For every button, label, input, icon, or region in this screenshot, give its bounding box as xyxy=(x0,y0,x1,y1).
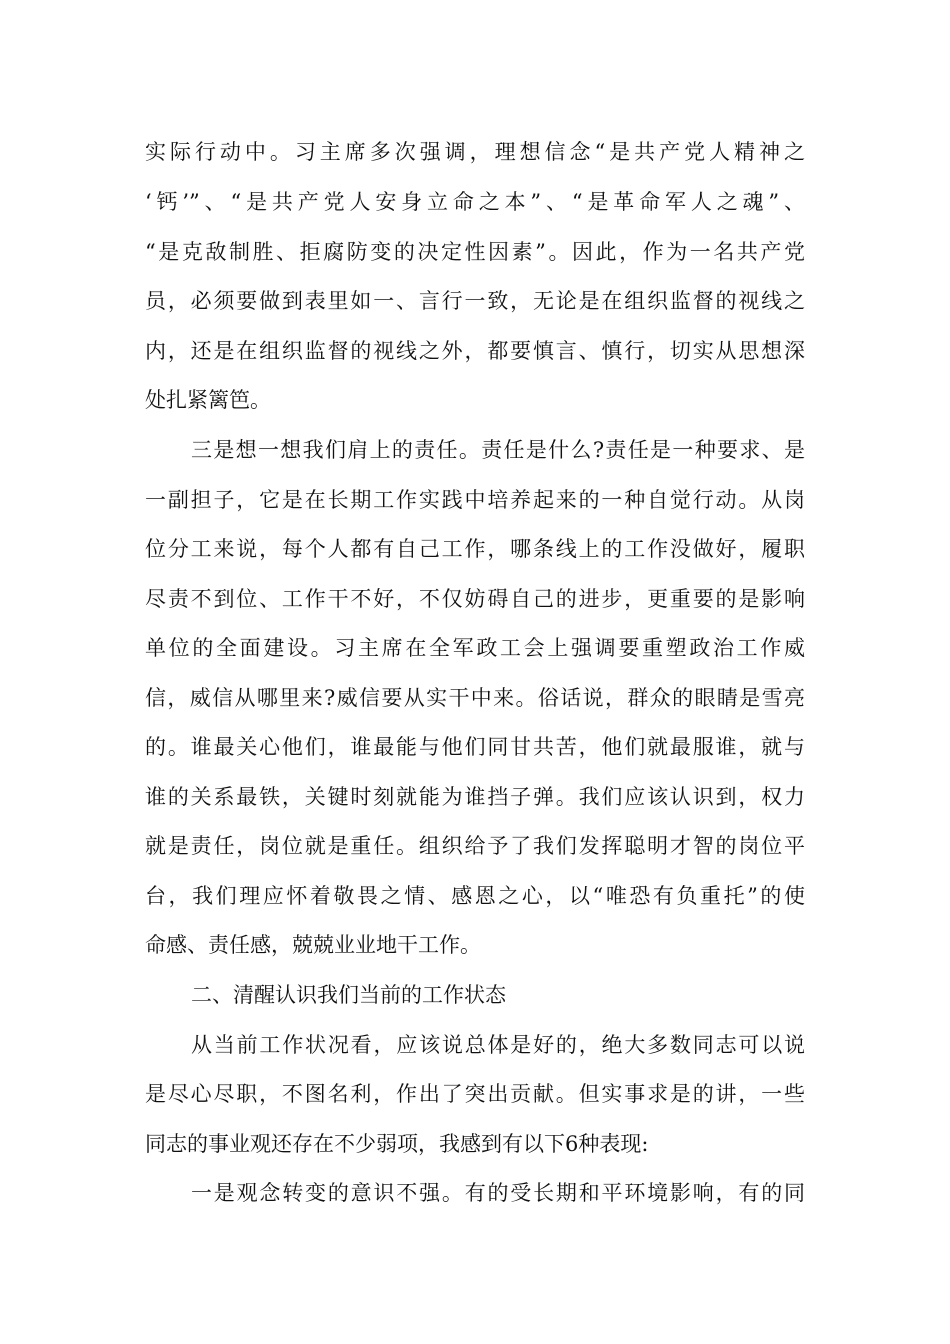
paragraph-start-line: 从当前工作状况看，应该说总体是好的，绝大多数同志可以说 xyxy=(191,1033,805,1057)
text-line: 的。谁最关心他们，谁最能与他们同甘共苦，他们就最服谁，就与 xyxy=(145,735,805,759)
text-line: 单位的全面建设。习主席在全军政工会上强调要重塑政治工作威 xyxy=(145,636,805,660)
text-line: 员，必须要做到表里如一、言行一致，无论是在组织监督的视线之 xyxy=(145,289,805,313)
text-line: 谁的关系最铁，关键时刻就能为谁挡子弹。我们应该认识到，权力 xyxy=(145,785,805,809)
text-line: 台，我们理应怀着敬畏之情、感恩之心，以“唯恐有负重托”的使 xyxy=(145,884,805,908)
text-line: 处扎紧篱笆。 xyxy=(145,388,271,412)
section-heading: 二、清醒认识我们当前的工作状态 xyxy=(191,983,506,1007)
paragraph-start-line: 一是观念转变的意识不强。有的受长期和平环境影响，有的同 xyxy=(191,1181,805,1205)
text-line: 尽责不到位、工作干不好，不仅妨碍自己的进步，更重要的是影响 xyxy=(145,587,805,611)
text-line: 同志的事业观还存在不少弱项，我感到有以下6种表现: xyxy=(145,1132,649,1156)
text-line: “是克敌制胜、拒腐防变的决定性因素”。因此，作为一名共产党 xyxy=(145,240,805,264)
text-line: 命感、责任感，兢兢业业地干工作。 xyxy=(145,933,481,957)
text-line: 是尽心尽职，不图名利，作出了突出贡献。但实事求是的讲，一些 xyxy=(145,1082,805,1106)
text-line: 位分工来说，每个人都有自己工作，哪条线上的工作没做好，履职 xyxy=(145,537,805,561)
text-line: 信，威信从哪里来?威信要从实干中来。俗话说，群众的眼睛是雪亮 xyxy=(145,686,805,710)
text-line: 就是责任，岗位就是重任。组织给予了我们发挥聪明才智的岗位平 xyxy=(145,834,805,858)
text-line: 一副担子，它是在长期工作实践中培养起来的一种自觉行动。从岗 xyxy=(145,488,805,512)
text-line: 内，还是在组织监督的视线之外，都要慎言、慎行，切实从思想深 xyxy=(145,339,805,363)
text-line: 实际行动中。习主席多次强调，理想信念“是共产党人精神之 xyxy=(145,140,805,164)
paragraph-start-line: 三是想一想我们肩上的责任。责任是什么?责任是一种要求、是 xyxy=(191,438,805,462)
text-line: ‘钙’”、“是共产党人安身立命之本”、“是革命军人之魂”、 xyxy=(145,190,805,214)
